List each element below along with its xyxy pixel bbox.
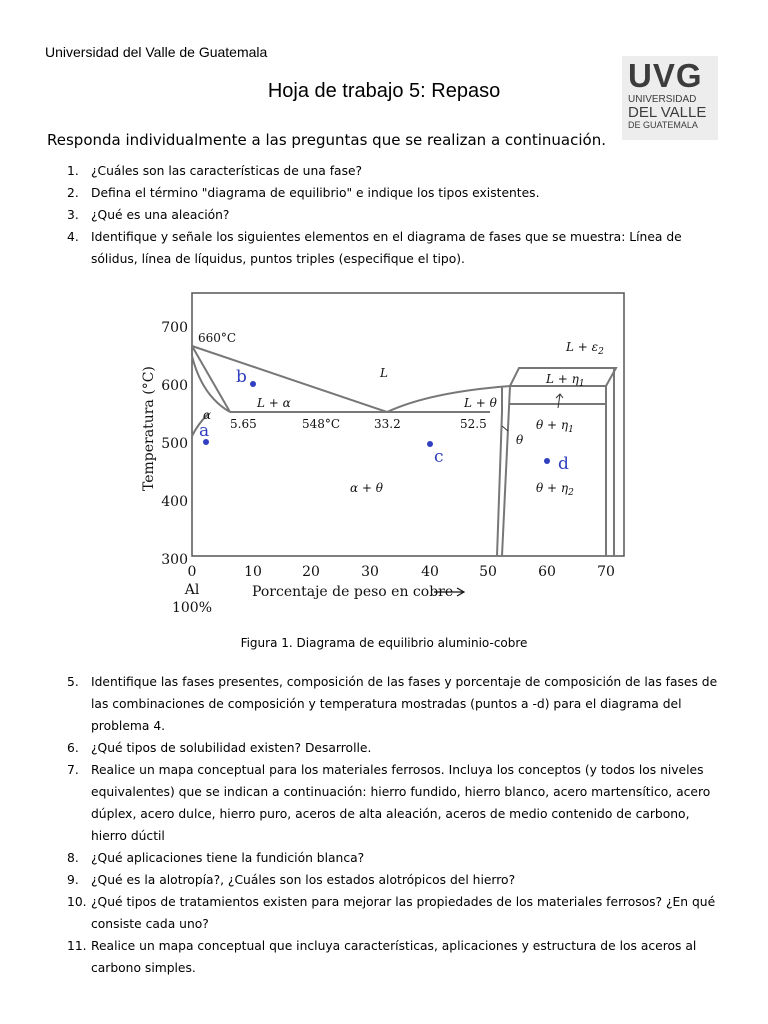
question-text: Identifique las fases presentes, composición de las fases y porcentaje de composición de las fases de las combinaciones de composición y temperatura mostradas (puntos a -d) para el diagrama del problema 4. — [91, 675, 718, 733]
question-list-2 — [47, 671, 723, 979]
question-item — [47, 204, 723, 226]
y-tick: 700 — [161, 320, 188, 336]
question-item — [47, 935, 723, 979]
label-332: 33.2 — [374, 417, 401, 431]
logo-line-1: UNIVERSIDAD — [628, 94, 697, 105]
question-list-1 — [47, 160, 723, 270]
x-tick: 70 — [597, 564, 615, 580]
question-number: 6. — [67, 741, 79, 755]
question-number: 2. — [67, 186, 79, 200]
label-eta1-sub: 1 — [578, 379, 585, 389]
label-660: 660°C — [198, 331, 237, 345]
question-text: ¿Qué tipos de solubilidad existen? Desarrolle. — [91, 741, 372, 755]
x-tick: 10 — [244, 564, 262, 580]
question-text: Realice un mapa conceptual para los materiales ferrosos. Incluya los conceptos (y todos los niveles equivalentes) que se indican a continuación: hierro fundido, hierro blanco, acero martensítico, acero dúplex, acero dulce, hierro puro, aceros de alta aleación, aceros de medio contenido de carbono, hierro dúctil — [91, 763, 711, 843]
question-number: 3. — [67, 208, 79, 222]
x-origin-label: Al — [184, 582, 200, 598]
x-tick: 30 — [361, 564, 379, 580]
y-tick: 400 — [161, 494, 188, 510]
question-number: 8. — [67, 851, 79, 865]
question-text: Realice un mapa conceptual que incluya características, aplicaciones y estructura de los aceros al carbono simples. — [91, 939, 697, 975]
label-alpha-theta: α + θ — [350, 481, 384, 495]
label-theta-eta1-text: θ + η — [536, 418, 569, 432]
x-tick: 60 — [538, 564, 556, 580]
label-L-eta1-text: L + η — [546, 372, 579, 386]
question-item — [47, 759, 723, 847]
label-theta-eta2-text: θ + η — [536, 481, 569, 495]
label-565: 5.65 — [230, 417, 257, 431]
label-theta-eta2-sub: 2 — [568, 488, 574, 498]
university-name: Universidad del Valle de Guatemala — [45, 44, 268, 60]
question-number: 9. — [67, 873, 79, 887]
question-item — [47, 891, 723, 935]
phase-diagram — [130, 286, 630, 626]
question-item — [47, 869, 723, 891]
point-b-label: b — [236, 367, 247, 387]
point-c-marker — [427, 441, 433, 447]
label-525: 52.5 — [460, 417, 487, 431]
question-item — [47, 737, 723, 759]
label-L-theta: L + θ — [464, 396, 497, 410]
question-text: ¿Qué es la alotropía?, ¿Cuáles son los estados alotrópicos del hierro? — [91, 873, 516, 887]
question-item — [47, 671, 723, 737]
question-text: Identifique y señale los siguientes elementos en el diagrama de fases que se muestra: Línea de sólidus, línea de líquidus, puntos triples (especifique el tipo). — [91, 230, 682, 266]
y-tick: 600 — [161, 378, 188, 394]
question-text: ¿Qué tipos de tratamientos existen para mejorar las propiedades de los materiales ferrosos? ¿En qué consiste cada uno? — [91, 895, 716, 931]
question-text: ¿Cuáles son las características de una fase? — [91, 164, 363, 178]
question-number: 10. — [67, 895, 87, 909]
question-item — [47, 226, 723, 270]
label-theta-eta1-sub: 1 — [568, 425, 574, 435]
question-number: 4. — [67, 230, 79, 244]
label-alpha: α — [203, 408, 212, 422]
y-axis-label: Temperatura (°C) — [141, 366, 157, 491]
logo-abbr: UVG — [628, 57, 703, 94]
point-c-label: c — [434, 447, 444, 467]
label-L-eps2-text: L + ε — [566, 340, 599, 354]
logo-line-3: DE GUATEMALA — [628, 120, 698, 130]
x-tick: 0 — [187, 564, 197, 580]
label-theta: θ — [516, 433, 524, 447]
x-tick: 50 — [479, 564, 497, 580]
logo-line-2: DEL VALLE — [628, 104, 707, 121]
question-number: 11. — [67, 939, 87, 953]
x-tick: 40 — [421, 564, 439, 580]
point-d-marker — [544, 458, 550, 464]
x-tick: 20 — [302, 564, 320, 580]
question-item — [47, 182, 723, 204]
label-L: L — [380, 366, 388, 380]
question-item — [47, 160, 723, 182]
question-number: 5. — [67, 675, 79, 689]
question-text: ¿Qué aplicaciones tiene la fundición blanca? — [91, 851, 365, 865]
label-L-alpha: L + α — [257, 396, 291, 410]
point-b-marker — [250, 381, 256, 387]
question-number: 7. — [67, 763, 79, 777]
question-number: 1. — [67, 164, 79, 178]
instructions: Responda individualmente a las preguntas que se realizan a continuación. — [47, 131, 606, 149]
page-title: Hoja de trabajo 5: Repaso — [267, 80, 501, 102]
y-tick: 300 — [161, 552, 188, 568]
question-item — [47, 847, 723, 869]
label-eps2-sub: 2 — [598, 347, 604, 357]
x-origin-percent: 100% — [171, 600, 213, 616]
question-text: ¿Qué es una aleación? — [91, 208, 230, 222]
figure-caption: Figura 1. Diagrama de equilibrio aluminio-cobre — [240, 636, 528, 650]
point-a-label: a — [199, 421, 210, 441]
question-text: Defina el término "diagrama de equilibrio" e indique los tipos existentes. — [91, 186, 540, 200]
x-axis-label: Porcentaje de peso en cobre — [252, 584, 454, 600]
point-d-label: d — [558, 454, 569, 474]
y-tick: 500 — [161, 436, 188, 452]
label-548: 548°C — [302, 417, 341, 431]
